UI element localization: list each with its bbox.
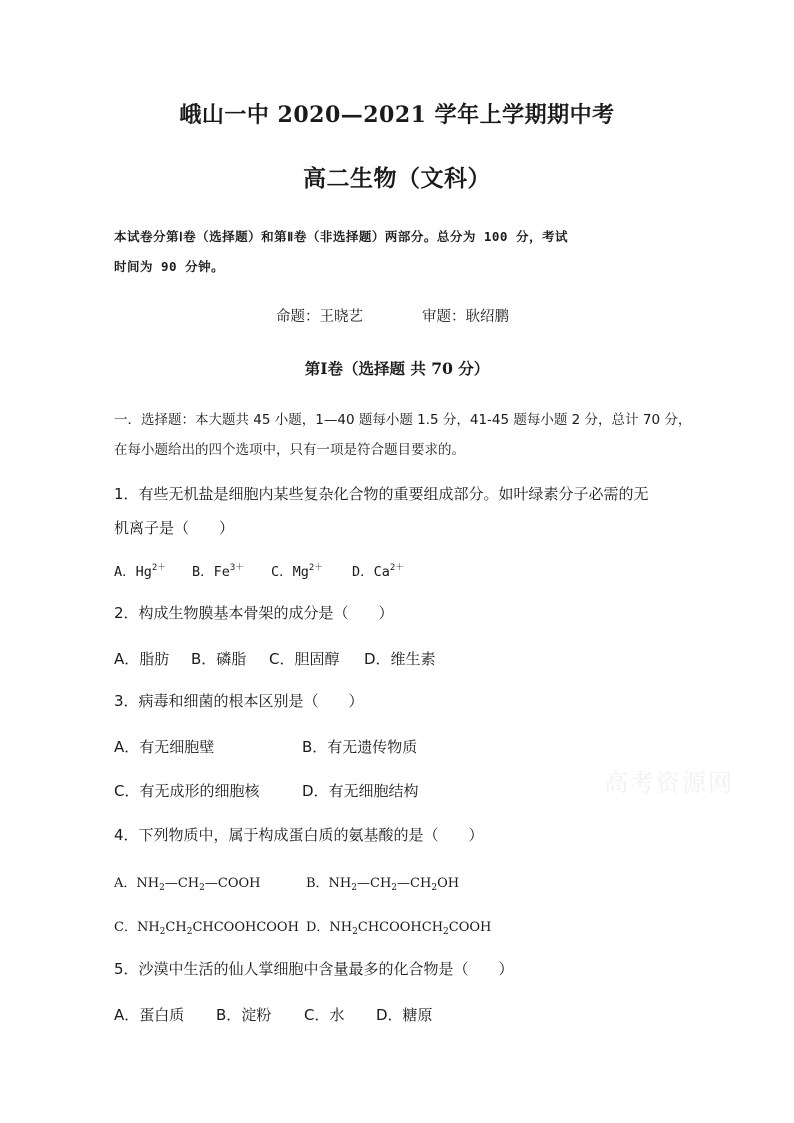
question-text: 2．构成生物膜基本骨架的成分是（ ） [114, 604, 394, 622]
option-b: B．$Fe^{3+}$ [192, 563, 245, 580]
option-b: B．有无遗传物质 [302, 738, 418, 756]
question-4-options-row2 [114, 916, 694, 942]
option-d: D．维生素 [364, 650, 436, 668]
option-b: B．淀粉 [216, 1006, 272, 1024]
question-text: 5．沙漠中生活的仙人掌细胞中含量最多的化合物是（ ） [114, 960, 514, 978]
option-c: C．$Mg^{2+}$ [271, 563, 324, 580]
option-d: D．$NH_2CHCOOHCH_2COOH$ [306, 920, 492, 937]
option-a: A．$NH_2—CH_2—COOH$ [114, 876, 261, 893]
question-text: 4．下列物质中，属于构成蛋白质的氨基酸的是（ ） [114, 826, 484, 844]
question-2-options [114, 648, 694, 674]
question-5 [114, 952, 694, 986]
option-c: C．有无成形的细胞核 [114, 782, 260, 800]
exam-intro [114, 222, 680, 282]
option-b: B．$NH_2—CH_2—CH_2OH$ [306, 876, 460, 893]
option-a: A．脂肪 [114, 650, 170, 668]
question-text: 1．有些无机盐是细胞内某些复杂化合物的重要组成部分。如叶绿素分子必需的无 [114, 485, 649, 503]
question-5-options [114, 1004, 694, 1030]
question-2 [114, 596, 694, 630]
question-reviewer: 审题：耿绍鹏 [422, 309, 509, 325]
question-4 [114, 818, 694, 852]
option-c: C．胆固醇 [269, 650, 340, 668]
option-c: C．水 [304, 1006, 345, 1024]
section-instructions [114, 405, 694, 465]
option-a: A．$Hg^{2+}$ [114, 563, 167, 580]
question-1-options [114, 560, 694, 586]
question-text: 机离子是（ ） [114, 519, 235, 537]
option-d: D．有无细胞结构 [302, 782, 419, 800]
option-b: B．磷脂 [191, 650, 247, 668]
option-c: C．$NH_2CH_2CHCOOHCOOH$ [114, 920, 299, 937]
option-d: D．糖原 [376, 1006, 433, 1024]
option-a: A．有无细胞壁 [114, 738, 215, 756]
exam-subtitle: 高二生物（文科） [303, 165, 491, 192]
question-3-options [114, 736, 694, 762]
exam-title: 峨山一中 2020—2021 学年上学期期中考 [179, 102, 615, 128]
question-1 [114, 477, 694, 545]
question-4-options [114, 872, 694, 898]
intro-line: 时间为 90 分钟。 [114, 259, 225, 274]
intro-line: 本试卷分第Ⅰ卷（选择题）和第Ⅱ卷（非选择题）两部分。总分为 100 分，考试 [114, 229, 568, 244]
watermark: 高考资源网 [604, 769, 734, 797]
question-text: 3．病毒和细菌的根本区别是（ ） [114, 692, 364, 710]
instructions-line: 在每小题给出的四个选项中，只有一项是符合题目要求的。 [114, 442, 465, 458]
question-3 [114, 684, 694, 718]
option-d: D．$Ca^{2+}$ [352, 563, 405, 580]
question-setter: 命题：王晓艺 [276, 309, 363, 325]
option-a: A．蛋白质 [114, 1006, 185, 1024]
instructions-line: 一．选择题：本大题共 45 小题，1—40 题每小题 1.5 分，41-45 题每小题 2 分，总计 70 分， [114, 412, 692, 428]
section-title: 第Ⅰ卷（选择题 共 70 分） [304, 359, 490, 378]
